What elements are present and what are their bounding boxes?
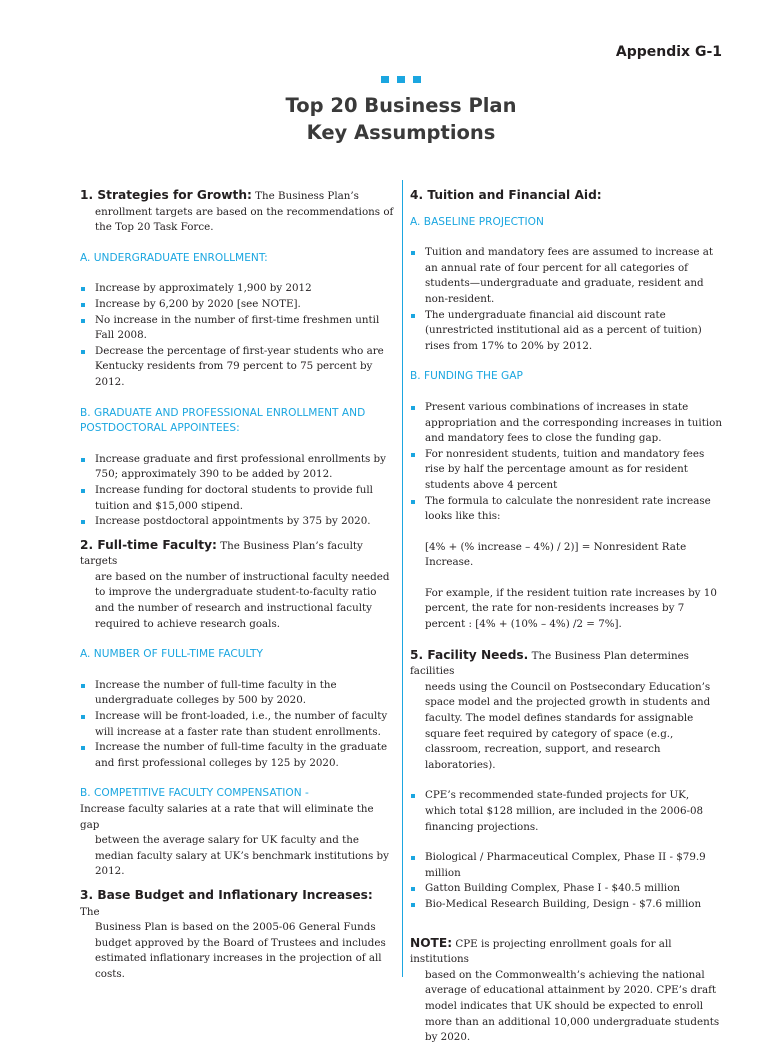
section-lead-text: The <box>80 905 100 918</box>
section-lead-text: The Business Plan’s <box>251 190 359 202</box>
list-item: The undergraduate financial aid discount rate (unrestricted institutional aid as a percent of tuition) rises from 17% to 20% by 2012. <box>410 308 722 355</box>
section-base-budget <box>80 888 394 983</box>
bullet-list <box>80 281 394 390</box>
section-heading: 5. Facility Needs. <box>410 647 529 662</box>
subheading-undergraduate-enrollment: A. UNDERGRADUATE ENROLLMENT: <box>80 251 268 264</box>
bullet-list <box>410 788 722 835</box>
section-strategies-for-growth <box>80 188 394 530</box>
section-heading: 3. Base Budget and Inflationary Increases: <box>80 887 373 902</box>
list-item: Decrease the percentage of first-year students who are Kentucky residents from 79 percent to 75 percent by 2012. <box>80 344 394 391</box>
list-item: No increase in the number of first-time freshmen until Fall 2008. <box>80 313 394 344</box>
subheading-graduate-enrollment: B. GRADUATE AND PROFESSIONAL ENROLLMENT AND POSTDOCTORAL APPOINTEES: <box>80 406 366 435</box>
section-body: enrollment targets are based on the recommendations of the Top 20 Task Force. <box>95 205 394 234</box>
bullet-list <box>80 678 394 772</box>
section-heading: 2. Full-time Faculty: <box>80 537 217 552</box>
list-item: Increase the number of full-time faculty in the graduate and first professional colleges by 125 by 2020. <box>80 740 394 771</box>
section-body: based on the Commonwealth’s achieving the national average of educational attainment by 2020. CPE’s draft model indicates that UK should be expected to enroll more than an additional 10,000 undergraduate students by 2020. <box>425 968 720 1044</box>
section-heading: 4. Tuition and Financial Aid: <box>410 188 602 202</box>
rate-formula: [4% + (% increase – 4%) / 2)] = Nonresident Rate Increase. <box>425 540 687 569</box>
bullet-list <box>410 400 722 525</box>
list-item: Bio-Medical Research Building, Design - $7.6 million <box>410 897 722 913</box>
section-note <box>410 936 722 1046</box>
section-heading: NOTE: <box>410 935 453 950</box>
list-item: Increase the number of full-time faculty in the undergraduate colleges by 500 by 2020. <box>80 678 394 709</box>
right-column <box>410 188 722 1046</box>
list-item: CPE’s recommended state-funded projects for UK, which total $128 million, are included in the 2006-08 financing projections. <box>410 788 722 835</box>
list-item: Increase funding for doctoral students to provide full tuition and $15,000 stipend. <box>80 483 394 514</box>
section-facility-needs <box>410 648 722 913</box>
list-item: Increase graduate and first professional enrollments by 750; approximately 390 to be added by 2012. <box>80 452 394 483</box>
left-column <box>80 188 394 983</box>
list-item: Biological / Pharmaceutical Complex, Phase II - $79.9 million <box>410 850 722 881</box>
section-body: needs using the Council on Postsecondary Education’s space model and the projected growth in students and faculty. The model defines standards for assignable square feet required by category of space (e.g., classroom, recreation, support, and research laboratories). <box>425 680 711 771</box>
subheading-funding-the-gap: B. FUNDING THE GAP <box>410 370 523 383</box>
accent-squares-decoration <box>381 76 421 84</box>
section-lead-text: The Business Plan determines facilities <box>410 649 689 678</box>
bullet-list <box>80 452 394 530</box>
list-item: Present various combinations of increases in state appropriation and the corresponding increases in tuition and mandatory fees to close the funding gap. <box>410 400 722 447</box>
list-item: Increase will be front-loaded, i.e., the number of faculty will increase at a faster rate than student enrollments. <box>80 709 394 740</box>
compensation-first-line: Increase faculty salaries at a rate that will eliminate the gap <box>80 803 374 831</box>
appendix-label: Appendix G-1 <box>615 44 722 60</box>
subheading-number-of-faculty: A. NUMBER OF FULL-TIME FACULTY <box>80 648 263 661</box>
title-line-2: Key Assumptions <box>306 121 496 144</box>
list-item: Increase by 6,200 by 2020 [see NOTE]. <box>80 297 394 313</box>
section-lead-text: CPE is projecting enrollment goals for all institutions <box>410 937 672 966</box>
list-item: For nonresident students, tuition and mandatory fees rise by half the percentage amount as for resident students above 4 percent <box>410 447 722 494</box>
list-item: Increase postdoctoral appointments by 375 by 2020. <box>80 514 394 530</box>
list-item: Gatton Building Complex, Phase I - $40.5 million <box>410 881 722 897</box>
section-lead-text: The Business Plan’s faculty targets <box>80 539 363 568</box>
list-item: Tuition and mandatory fees are assumed to increase at an annual rate of four percent for all categories of students—undergraduate and graduate, resident and non-resident. <box>410 245 722 307</box>
title-line-1: Top 20 Business Plan <box>285 94 517 117</box>
bullet-list <box>410 245 722 354</box>
list-item: Increase by approximately 1,900 by 2012 <box>80 281 394 297</box>
bullet-list <box>410 850 722 912</box>
compensation-body: between the average salary for UK faculty and the median faculty salary at UK’s benchmark institutions by 2012. <box>95 834 389 878</box>
subheading-faculty-compensation: B. COMPETITIVE FACULTY COMPENSATION - <box>80 787 309 800</box>
section-body: are based on the number of instructional faculty needed to improve the undergraduate student-to-faculty ratio and the number of research and instructional faculty required to achieve research goals. <box>95 570 390 630</box>
section-body: Business Plan is based on the 2005-06 General Funds budget approved by the Board of Trustees and includes estimated inflationary increases in the projection of all costs. <box>95 921 386 980</box>
section-tuition-financial-aid <box>410 188 722 633</box>
section-heading: 1. Strategies for Growth: <box>80 188 252 202</box>
column-divider <box>402 180 403 977</box>
rate-example: For example, if the resident tuition rate increases by 10 percent, the rate for non-residents increases by 7 percent : [4% + (10% – 4%) /2 = 7%]. <box>425 586 717 631</box>
list-item: The formula to calculate the nonresident rate increase looks like this: <box>410 494 722 525</box>
subheading-baseline-projection: A. BASELINE PROJECTION <box>410 215 544 228</box>
page-title <box>0 92 768 146</box>
section-full-time-faculty <box>80 538 394 880</box>
